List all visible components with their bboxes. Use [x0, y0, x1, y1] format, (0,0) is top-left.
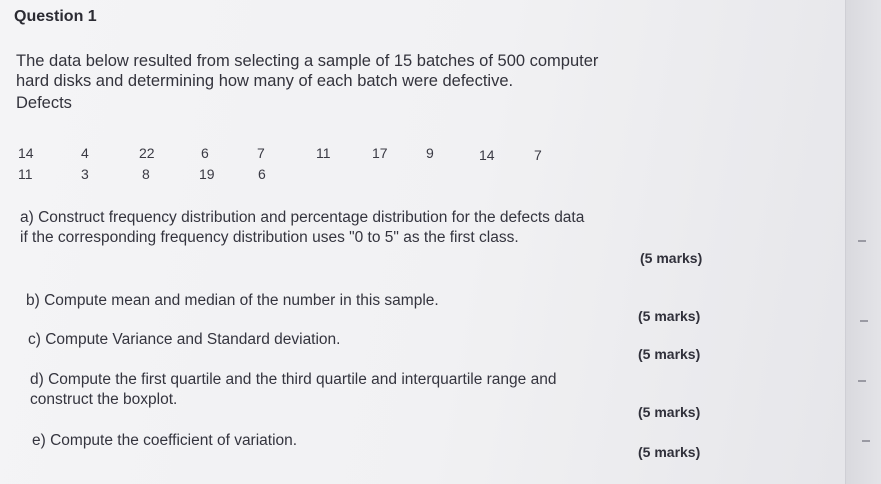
part-a-line-2: if the corresponding frequency distribution uses "0 to 5" as the first class.: [20, 229, 519, 246]
part-a-line-1: a) Construct frequency distribution and percentage distribution for the defects data: [20, 209, 585, 226]
data-value: 22: [139, 145, 155, 161]
data-value: 14: [479, 147, 495, 163]
part-b-marks: (5 marks): [638, 308, 701, 324]
part-e-marks: (5 marks): [638, 444, 701, 460]
question-title: Question 1: [14, 8, 97, 25]
data-value: 4: [81, 145, 89, 161]
data-value: 17: [372, 145, 388, 161]
part-e-line-1: e) Compute the coefficient of variation.: [32, 432, 298, 449]
data-value: 7: [257, 145, 265, 161]
data-value: 6: [201, 145, 209, 161]
part-b-line-1: b) Compute mean and median of the number in this sample.: [26, 292, 439, 309]
intro-line-1: The data below resulted from selecting a sample of 15 batches of 500 computer: [16, 52, 599, 70]
edge-mark: [858, 240, 866, 242]
data-value: 3: [81, 166, 89, 182]
edge-mark: [862, 440, 870, 442]
defects-label: Defects: [16, 94, 72, 112]
edge-mark: [858, 380, 866, 382]
data-value: 8: [142, 166, 150, 182]
adjacent-page-edge: [845, 0, 881, 484]
part-c-marks: (5 marks): [638, 346, 701, 362]
part-d-line-1: d) Compute the first quartile and the third quartile and interquartile range and: [30, 371, 557, 388]
intro-line-2: hard disks and determining how many of each batch were defective.: [16, 72, 514, 90]
part-d-line-2: construct the boxplot.: [30, 391, 178, 408]
data-value: 9: [426, 145, 434, 161]
part-c-line-1: c) Compute Variance and Standard deviation.: [28, 331, 341, 348]
edge-mark: [860, 320, 868, 322]
data-value: 11: [316, 145, 331, 161]
part-a-marks: (5 marks): [640, 250, 703, 266]
data-value: 6: [258, 166, 266, 182]
data-value: 14: [18, 145, 34, 161]
data-value: 7: [534, 147, 542, 163]
part-d-marks: (5 marks): [638, 404, 701, 420]
data-value: 11: [18, 166, 33, 182]
data-value: 19: [199, 166, 215, 182]
